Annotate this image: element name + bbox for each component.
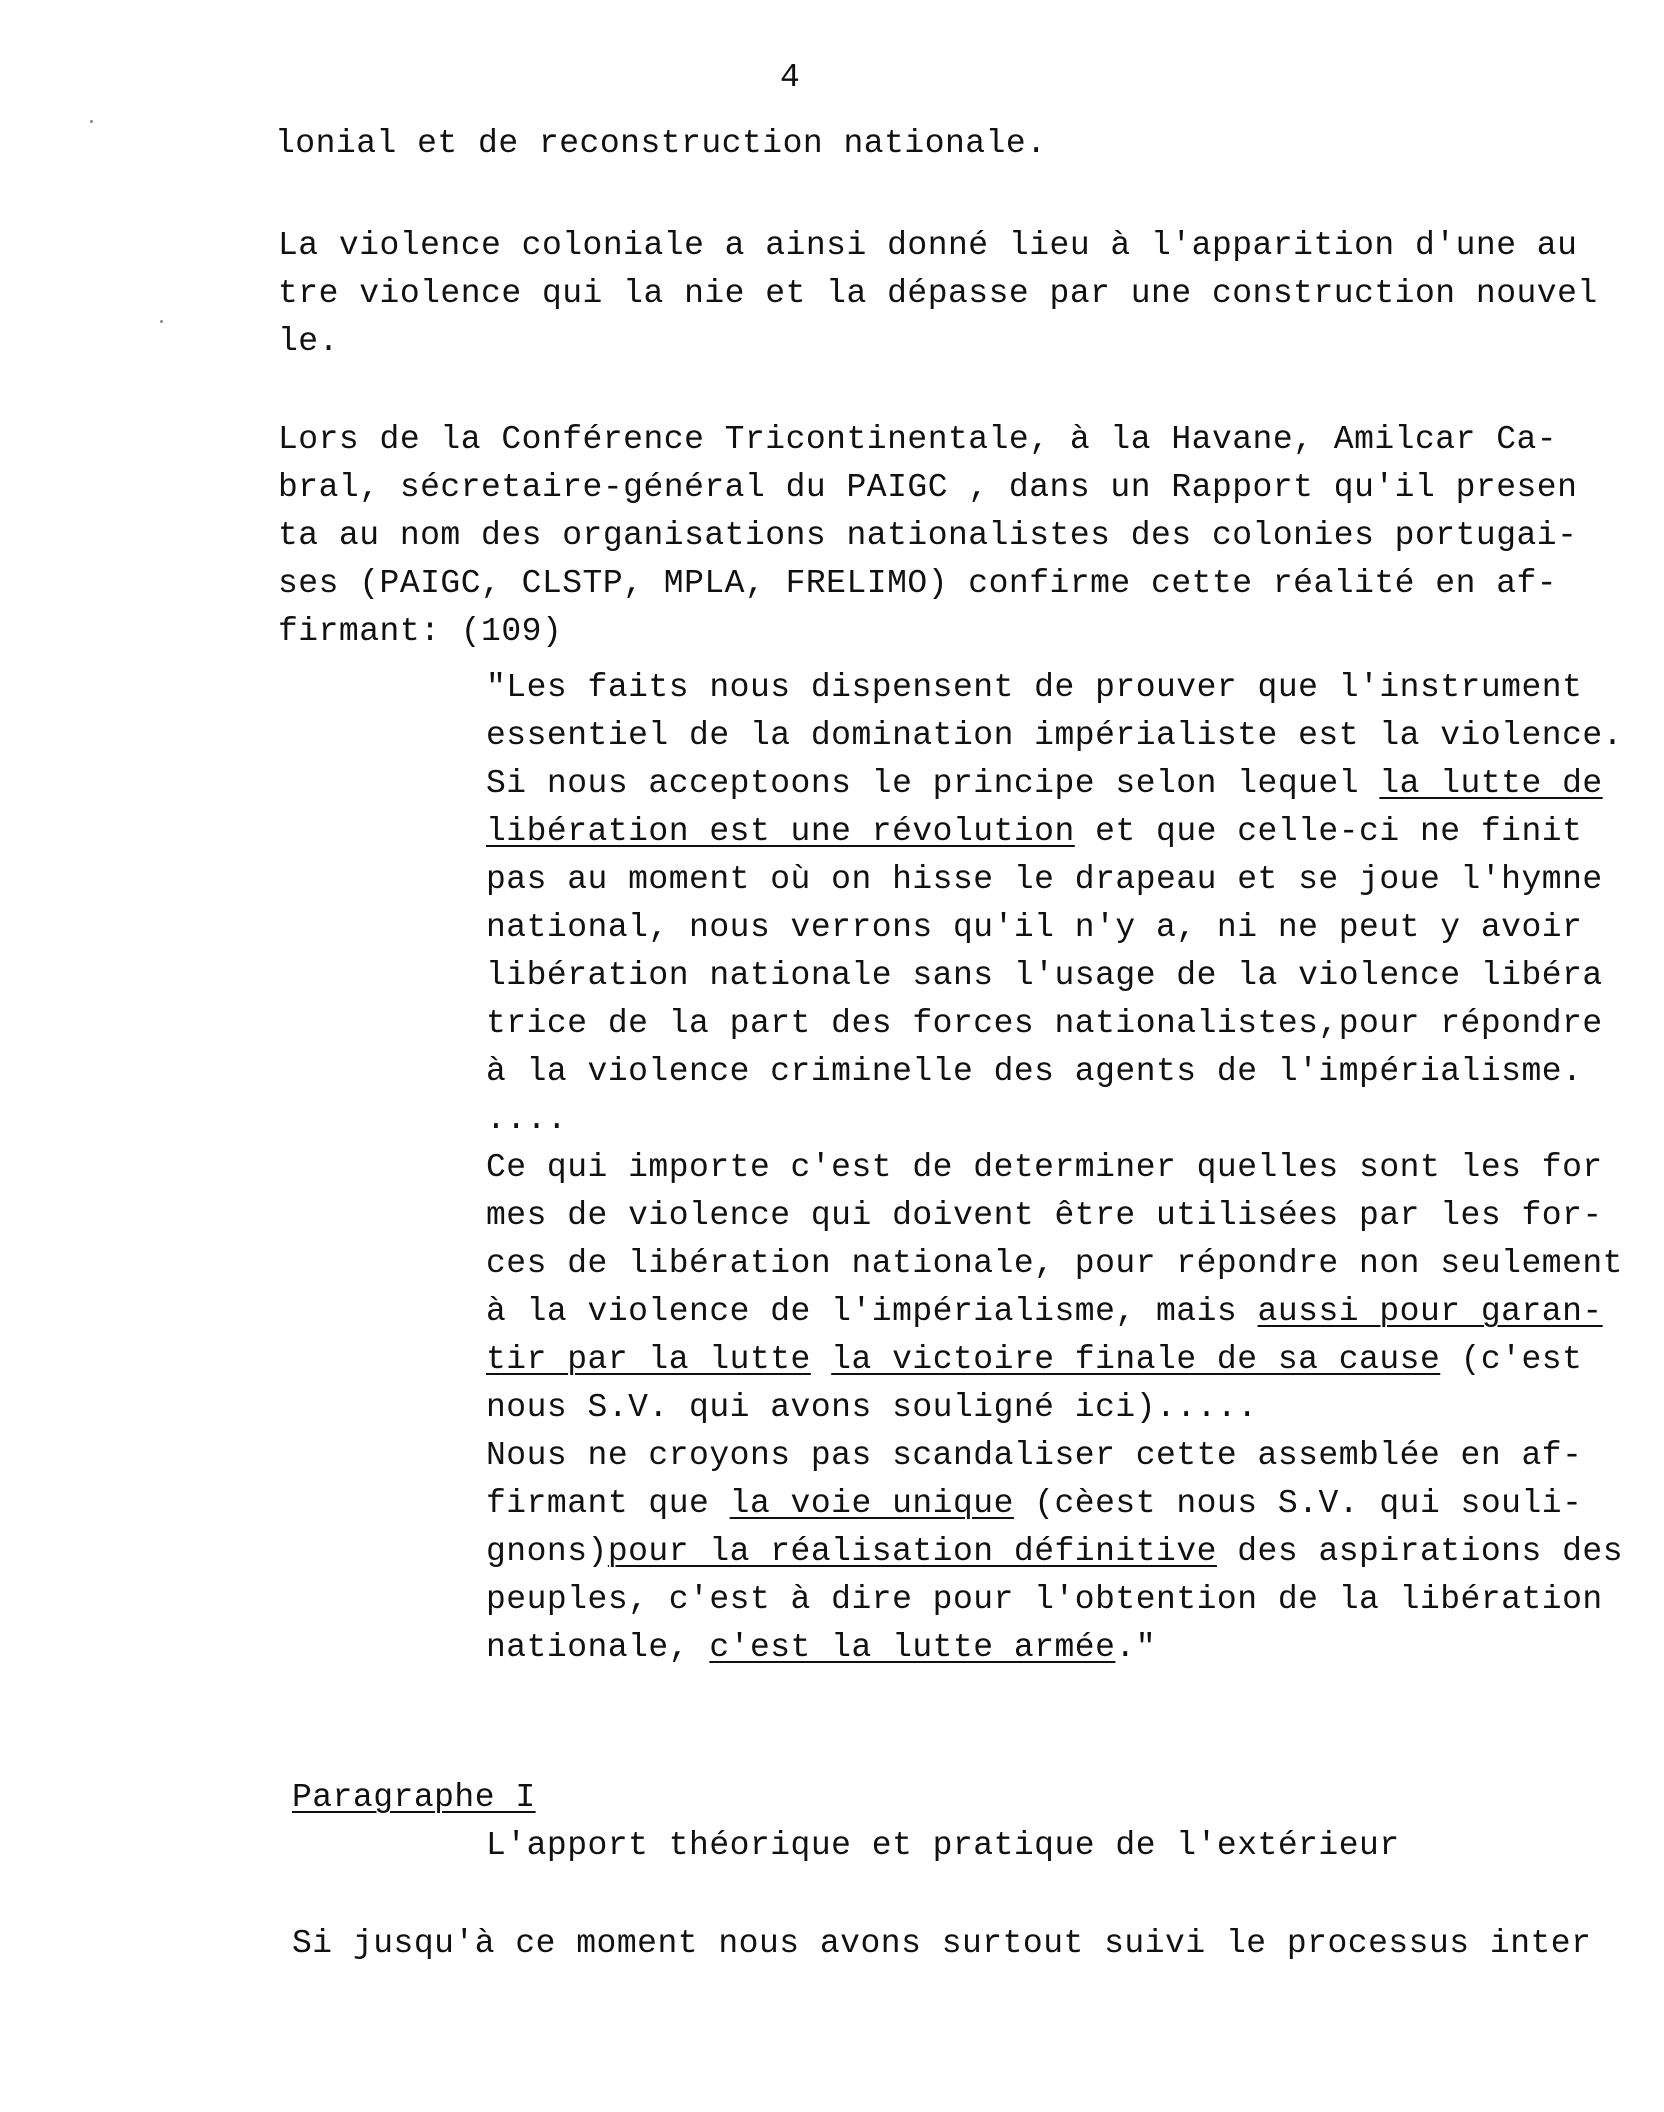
quote-line: à la violence de l'impérialisme, mais aussi pour garan- [486,1293,1603,1330]
scan-speck [90,120,93,123]
text-line: La violence coloniale a ainsi donné lieu à l'apparition d'une au [278,227,1578,264]
page-number: 4 [780,59,801,96]
text-line: tre violence qui la nie et la dépasse par une construction nouvel [278,275,1598,312]
quote-line: nationale, c'est la lutte armée." [486,1629,1157,1666]
quote-line: Ce qui importe c'est de determiner quelles sont les for [486,1149,1603,1186]
quote-line: libération nationale sans l'usage de la violence libéra [486,957,1603,994]
scan-speck [160,320,163,323]
quote-line: nous S.V. qui avons souligné ici)..... [486,1389,1258,1426]
text-line: le. [278,323,339,360]
text-line: Lors de la Conférence Tricontinentale, à la Havane, Amilcar Ca- [278,421,1558,458]
quote-line: peuples, c'est à dire pour l'obtention de la libération [486,1581,1603,1618]
quote-line: Nous ne croyons pas scandaliser cette assemblée en af- [486,1437,1583,1474]
quote-line: Si nous acceptoons le principe selon lequel la lutte de [486,765,1603,802]
text-line: ses (PAIGC, CLSTP, MPLA, FRELIMO) confirme cette réalité en af- [278,565,1558,602]
quote-line: firmant que la voie unique (cèest nous S.V. qui souli- [486,1485,1583,1522]
quote-line: à la violence criminelle des agents de l'impérialisme. [486,1053,1583,1090]
text-line: Si jusqu'à ce moment nous avons surtout suivi le processus inter [292,1925,1592,1962]
text-line: firmant: (109) [278,613,563,650]
quote-line: ces de libération nationale, pour répondre non seulement [486,1245,1623,1282]
text-line: lonial et de reconstruction nationale. [275,125,1047,162]
quote-line: national, nous verrons qu'il n'y a, ni ne peut y avoir [486,909,1583,946]
quote-line: pas au moment où on hisse le drapeau et se joue l'hymne [486,861,1603,898]
quote-line: libération est une révolution et que celle-ci ne finit [486,813,1583,850]
text-line: bral, sécretaire-général du PAIGC , dans un Rapport qu'il presen [278,469,1578,506]
section-heading: Paragraphe I [292,1779,536,1816]
quote-line: essentiel de la domination impérialiste est la violence. [486,717,1623,754]
quote-line: "Les faits nous dispensent de prouver que l'instrument [486,669,1583,706]
quote-line: trice de la part des forces nationalistes,pour répondre [486,1005,1603,1042]
text-line: ta au nom des organisations nationalistes des colonies portugai- [278,517,1578,554]
quote-line: .... [486,1101,568,1138]
quote-line: gnons)pour la réalisation définitive des aspirations des [486,1533,1624,1570]
quote-line: tir par la lutte la victoire finale de sa cause (c'est [486,1341,1583,1378]
quote-line: mes de violence qui doivent être utilisées par les for- [486,1197,1603,1234]
section-title: L'apport théorique et pratique de l'extérieur [486,1827,1400,1864]
